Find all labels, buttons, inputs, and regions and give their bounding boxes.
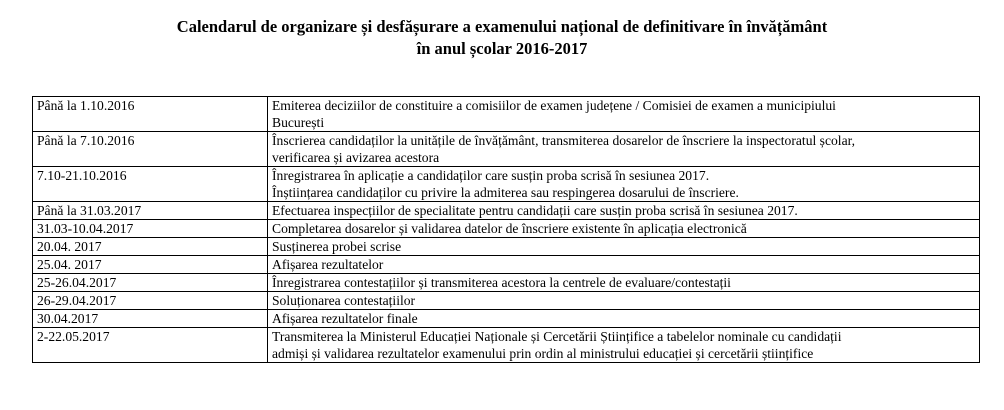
table-row xyxy=(33,220,980,238)
activity-cell xyxy=(268,167,980,202)
table-row xyxy=(33,167,980,202)
calendar-table xyxy=(32,96,980,363)
date-cell: 2-22.05.2017 xyxy=(33,328,268,363)
activity-line: Înștiințarea candidaților cu privire la admiterea sau respingerea dosarului de înscriere. xyxy=(272,185,739,200)
table-row xyxy=(33,238,980,256)
activity-line: Efectuarea inspecțiilor de specialitate pentru candidații care susțin proba scrisă în sesiunea 2017. xyxy=(272,203,798,218)
activity-line: Afișarea rezultatelor finale xyxy=(272,311,418,326)
table-row xyxy=(33,274,980,292)
table-row xyxy=(33,202,980,220)
activity-cell xyxy=(268,202,980,220)
page-title xyxy=(0,16,1004,60)
activity-cell xyxy=(268,97,980,132)
table-row xyxy=(33,132,980,167)
activity-line: Transmiterea la Ministerul Educației Naționale și Cercetării Științifice a tabelelor nominale cu candidații xyxy=(272,329,842,344)
activity-line: București xyxy=(272,115,325,130)
date-cell: 26-29.04.2017 xyxy=(33,292,268,310)
title-line-1: Calendarul de organizare și desfășurare a examenului național de definitivare în învățământ xyxy=(176,17,828,36)
table-row xyxy=(33,328,980,363)
date-cell: Până la 7.10.2016 xyxy=(33,132,268,167)
activity-line: Emiterea deciziilor de constituire a comisiilor de examen județene / Comisiei de examen a municipiului xyxy=(272,98,836,113)
activity-line: Soluționarea contestațiilor xyxy=(272,293,416,308)
table-row xyxy=(33,292,980,310)
activity-line: Înscrierea candidaților la unitățile de învățământ, transmiterea dosarelor de înscriere la inspectoratul școlar, xyxy=(272,133,855,148)
activity-line: verificarea și avizarea acestora xyxy=(272,150,440,165)
table-row xyxy=(33,256,980,274)
activity-cell xyxy=(268,220,980,238)
date-cell: 25-26.04.2017 xyxy=(33,274,268,292)
activity-line: Susținerea probei scrise xyxy=(272,239,402,254)
activity-cell xyxy=(268,310,980,328)
title-line-2: în anul școlar 2016-2017 xyxy=(416,39,588,58)
date-cell: 30.04.2017 xyxy=(33,310,268,328)
activity-line: Înregistrarea în aplicație a candidaților care susțin proba scrisă în sesiunea 2017. xyxy=(272,168,710,183)
activity-cell xyxy=(268,256,980,274)
date-cell: Până la 1.10.2016 xyxy=(33,97,268,132)
activity-cell xyxy=(268,274,980,292)
date-cell: 7.10-21.10.2016 xyxy=(33,167,268,202)
activity-line: Afișarea rezultatelor xyxy=(272,257,384,272)
activity-line: Înregistrarea contestațiilor și transmiterea acestora la centrele de evaluare/contestații xyxy=(272,275,731,290)
table-row xyxy=(33,310,980,328)
table-row xyxy=(33,97,980,132)
activity-cell xyxy=(268,292,980,310)
date-cell: 25.04. 2017 xyxy=(33,256,268,274)
activity-cell xyxy=(268,238,980,256)
date-cell: 31.03-10.04.2017 xyxy=(33,220,268,238)
activity-line: Completarea dosarelor și validarea datelor de înscriere existente în aplicația electronică xyxy=(272,221,747,236)
activity-line: admiși și validarea rezultatelor examenului prin ordin al ministrului educației și cercetării științifice xyxy=(272,346,814,361)
date-cell: Până la 31.03.2017 xyxy=(33,202,268,220)
calendar-table-body xyxy=(33,97,980,363)
activity-cell xyxy=(268,328,980,363)
date-cell: 20.04. 2017 xyxy=(33,238,268,256)
activity-cell xyxy=(268,132,980,167)
